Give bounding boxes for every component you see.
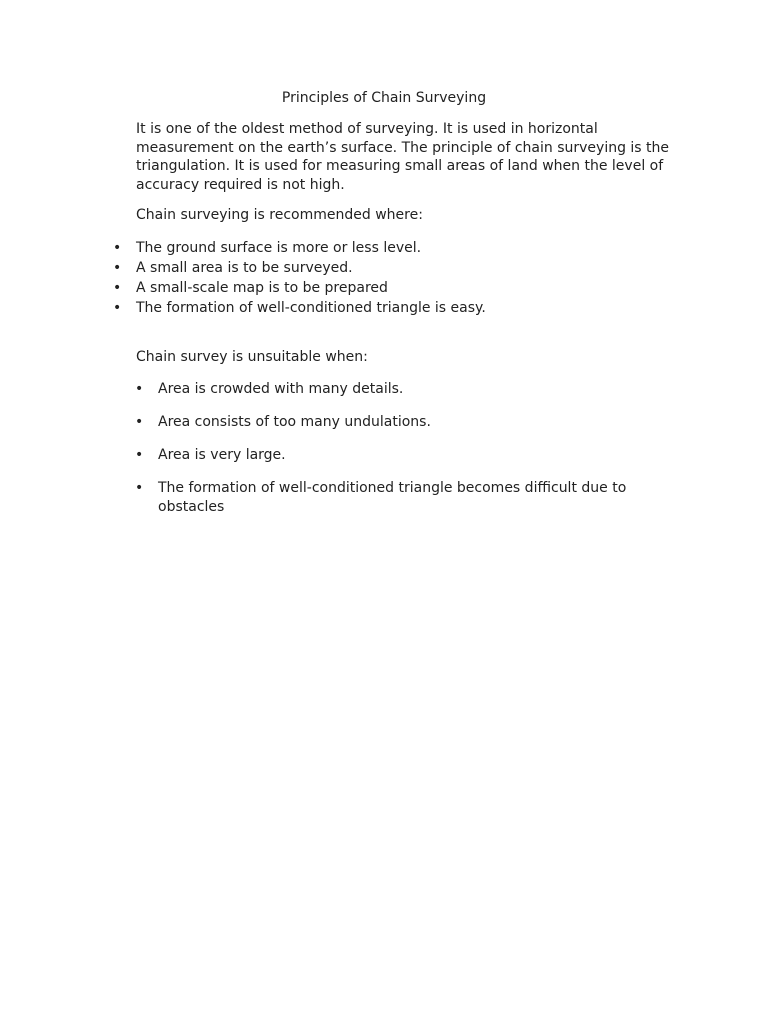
- list-item-text: A small area is to be surveyed.: [136, 260, 353, 276]
- list-item: [0, 380, 768, 399]
- bullet-icon: •: [135, 414, 144, 430]
- page-title: Principles of Chain Surveying: [281, 90, 487, 106]
- bullet-icon: •: [135, 447, 144, 463]
- list-item: [0, 278, 768, 298]
- bullet-icon: •: [135, 381, 144, 397]
- bullet-icon: •: [113, 280, 122, 296]
- bullet-icon: •: [113, 240, 122, 256]
- list-item-text: The formation of well-conditioned triangle becomes difficult due to obstacles: [158, 480, 627, 515]
- recommended-lead: Chain surveying is recommended where:: [136, 207, 423, 223]
- bullet-icon: •: [135, 480, 144, 496]
- intro-paragraph: It is one of the oldest method of surveying. It is used in horizontal measurement on the earth’s surface. The principle of chain surveying is the triangulation. It is used for measuring small areas of land when the level of accuracy required is not high.: [136, 121, 670, 193]
- list-item-text: Area is very large.: [158, 447, 286, 463]
- unsuitable-list: [0, 380, 768, 531]
- recommended-list: [0, 238, 768, 318]
- list-item: [0, 258, 768, 278]
- list-item: [0, 298, 768, 318]
- bullet-icon: •: [113, 260, 122, 276]
- list-item: [0, 413, 768, 432]
- list-item-text: The ground surface is more or less level.: [136, 240, 422, 256]
- list-item-text: A small-scale map is to be prepared: [136, 280, 388, 296]
- list-item: [0, 479, 768, 516]
- list-item-text: Area is crowded with many details.: [158, 381, 404, 397]
- bullet-icon: •: [113, 300, 122, 316]
- list-item: [0, 446, 768, 465]
- list-item: [0, 238, 768, 258]
- list-item-text: Area consists of too many undulations.: [158, 414, 431, 430]
- list-item-text: The formation of well-conditioned triangle is easy.: [136, 300, 486, 316]
- unsuitable-lead: Chain survey is unsuitable when:: [136, 349, 368, 365]
